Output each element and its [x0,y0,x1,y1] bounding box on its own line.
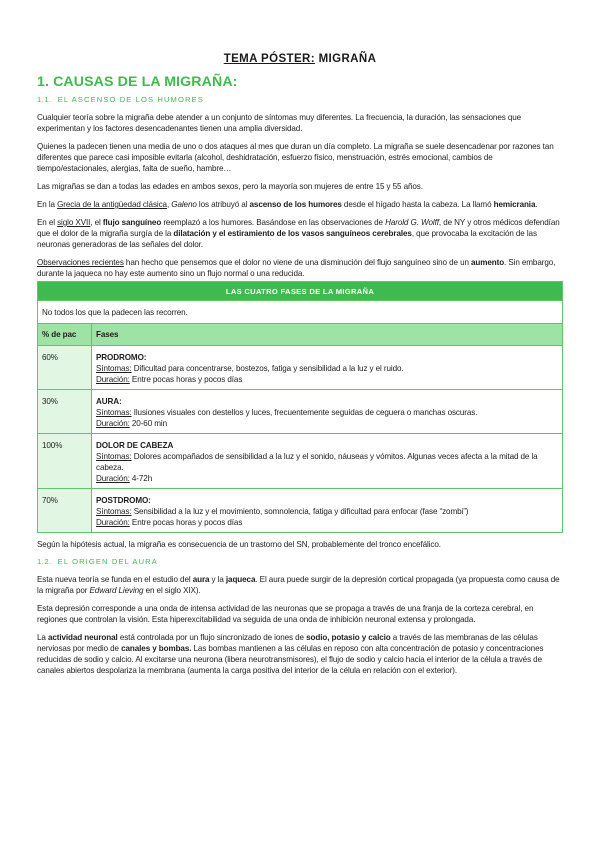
symptoms-text: Sensibilidad a la luz y el movimiento, somnolencia, fatiga y dificultad para enfocar (fase “zombi”) [131,507,469,516]
phase-duration [96,418,558,429]
text-run: desde el hígado hasta la cabeza. La llamó [341,200,494,209]
pct-cell: 70% [38,489,92,533]
phase-cell [92,346,563,390]
bold-term: dilatación y el estiramiento de los vasos sanguíneos cerebrales [173,229,412,238]
section-heading-causas: 1. CAUSAS DE LA MIGRAÑA: [37,74,238,90]
text-run: En el [37,218,58,227]
text-run: . Sin embargo, durante la jaqueca no hay este aumento sino un flujo normal o una reducida. [37,258,556,278]
duration-label: Duración: [96,474,130,483]
column-header-phase: Fases [92,324,563,346]
text-run: reemplazó a los humores. Basándose en las observaciones de [161,218,386,227]
phase-name: POSTDROMO: [96,496,151,505]
text-run: La [37,633,48,642]
symptoms-text: Dificultad para concentrarse, bostezos, fatiga y sensibilidad a la luz y el ruido. [131,364,404,373]
person-name: Harold G. Wolff [385,218,439,227]
text-run: han hecho que pensemos que el dolor no viene de una disminución del flujo sanguíneo sino de un [123,258,472,267]
subheading-aura [37,556,563,567]
phase-cell [92,390,563,434]
text-run: Las bombas mantienen a las células en reposo con alta concentración de potasio y concentraciones reducidas de sodio y calcio. Al excitarse una neurona (libera neurotransmisores), el flujo de sodio y calcio hacia el interior de la célula a través de canales abiertos despolariza la membrana (aumenta la carga positiva del interior de la célula en relación con el exterior). [37,644,544,675]
symptoms-label: Síntomas: [96,408,132,417]
text-run: . El aura puede surgir de la depresión cortical propagada (ya propuesta como causa de la migraña por [37,575,560,595]
table-header-row [38,324,563,346]
page-title [37,0,563,66]
title-prefix: TEMA PÓSTER: [223,53,315,65]
subheading-number: 1.2. [37,557,52,566]
text-run: , que provocaba la excitación de las neuronas generadoras de las señales del dolor. [37,229,537,249]
duration-label: Duración: [96,518,130,527]
bold-term: canales y bombas. [121,644,192,653]
symptoms-label: Síntomas: [96,364,132,373]
text-run: está controlada por un flujo sincronizado de iones de [117,633,307,642]
table-note-row [38,301,563,324]
duration-text: 20-60 min [129,419,167,428]
bold-term: hemicrania [493,200,536,209]
person-name: Galeno [171,200,197,209]
paragraph-actividad [37,632,563,676]
text-run: , [166,200,172,209]
phase-cell [92,434,563,489]
text-run: En la [37,200,58,209]
bold-term: actividad neuronal [47,633,118,642]
phase-duration [96,517,558,528]
bold-term: ascenso de los humores [249,200,342,209]
table-row [38,346,563,390]
pct-cell: 100% [38,434,92,489]
phase-name: DOLOR DE CABEZA [96,441,174,450]
duration-label: Duración: [96,419,130,428]
phase-cell [92,489,563,533]
text-run: Esta nueva teoría se funda en el estudio del [37,575,193,584]
paragraph-teoria [37,574,563,596]
symptoms-label: Síntomas: [96,507,132,516]
phase-duration [96,473,558,484]
text-run: a través de las membranas de las células nerviosas por medio de [37,633,538,653]
symptoms-text: Ilusiones visuales con destellos y luces, frecuentemente seguidas de ceguera o manchas oscuras. [131,408,478,417]
pct-cell: 30% [38,390,92,434]
paragraph-frecuencia: Quienes la padecen tienen una media de uno o dos ataques al mes que duran un día completo. La migraña se suele desencadenar por razones tan diferentes que parece casi imposible evitarla (alcohol, deshidratación, esfuerzo físico, menstruación, estrés emocional, cambios de tiempo/estacionales, alergias, falta de sueño, hambre… [37,142,554,173]
phase-symptoms [96,506,558,517]
duration-text: Entre pocas horas y pocos días [129,375,243,384]
phase-name: PRODROMO: [96,353,147,362]
table-title-row [38,282,563,301]
paragraph-hipotesis: Según la hipótesis actual, la migraña es consecuencia de un trastorno del SN, probablemente del tronco encefálico. [37,540,441,549]
subheading-label: EL ORIGEN DEL AURA [57,557,158,566]
text-run: los atribuyó al [196,200,250,209]
table-row [38,434,563,489]
text-run: . [535,200,538,209]
title-topic: MIGRAÑA [318,53,377,65]
table-title: LAS CUATRO FASES DE LA MIGRAÑA [38,282,563,301]
phases-table [37,281,563,533]
paragraph-edades: Las migrañas se dan a todas las edades en ambos sexos, pero la mayoría son mujeres de entre 15 y 55 años. [37,182,423,191]
table-row [38,489,563,533]
text-run: en el siglo XIX). [143,586,201,595]
phase-symptoms [96,363,558,374]
underlined-term: siglo XVII [57,218,91,227]
subheading-humores [37,94,563,105]
paragraph-grecia [37,199,563,210]
phase-duration [96,374,558,385]
bold-term: aura [192,575,210,584]
text-run: , el [90,218,103,227]
phase-name: AURA: [96,397,122,406]
paragraph-siglo-xvii [37,217,563,250]
bold-term: flujo sanguíneo [102,218,162,227]
pct-cell: 60% [38,346,92,390]
underlined-term: Observaciones recientes [37,258,124,267]
table-note: No todos los que la padecen las recorren. [38,301,563,324]
subheading-label: EL ASCENSO DE LOS HUMORES [57,95,204,104]
underlined-term: Grecia de la antigüedad clásica [57,200,167,209]
duration-text: Entre pocas horas y pocos días [129,518,243,527]
paragraph-depresion: Esta depresión corresponde a una onda de intensa actividad de las neuronas que se propaga a través de una franja de la corteza cerebral, en regiones que controlan la visión. Esta hiperexcitabilidad va seguida de una onda de inhibición neuronal extensa y prolongada. [37,604,534,624]
bold-term: jaqueca [225,575,256,584]
phase-symptoms [96,407,558,418]
bold-term: sodio, potasio y calcio [306,633,391,642]
person-name: Edward Lieving [89,586,144,595]
table-row [38,390,563,434]
paragraph-observaciones [37,257,563,279]
column-header-pct: % de pac [38,324,92,346]
duration-text: 4-72h [129,474,153,483]
symptoms-label: Síntomas: [96,452,132,461]
symptoms-text: Dolores acompañados de sensibilidad a la luz y el sonido, náuseas y vómitos. Algunas veces afecta a la mitad de la cabeza. [96,452,538,472]
duration-label: Duración: [96,375,130,384]
paragraph-intro: Cualquier teoría sobre la migraña debe atender a un conjunto de síntomas muy diferentes. La frecuencia, la duración, las sensaciones que experimentan y los factores desencadenantes tienen una amplia diversidad. [37,113,522,133]
text-run: y la [209,575,226,584]
bold-term: aumento [471,258,505,267]
subheading-number: 1.1. [37,95,52,104]
phase-symptoms [96,451,558,473]
text-run: , de NY y otros médicos defendían que el dolor de la migraña surgía de la [37,218,560,238]
